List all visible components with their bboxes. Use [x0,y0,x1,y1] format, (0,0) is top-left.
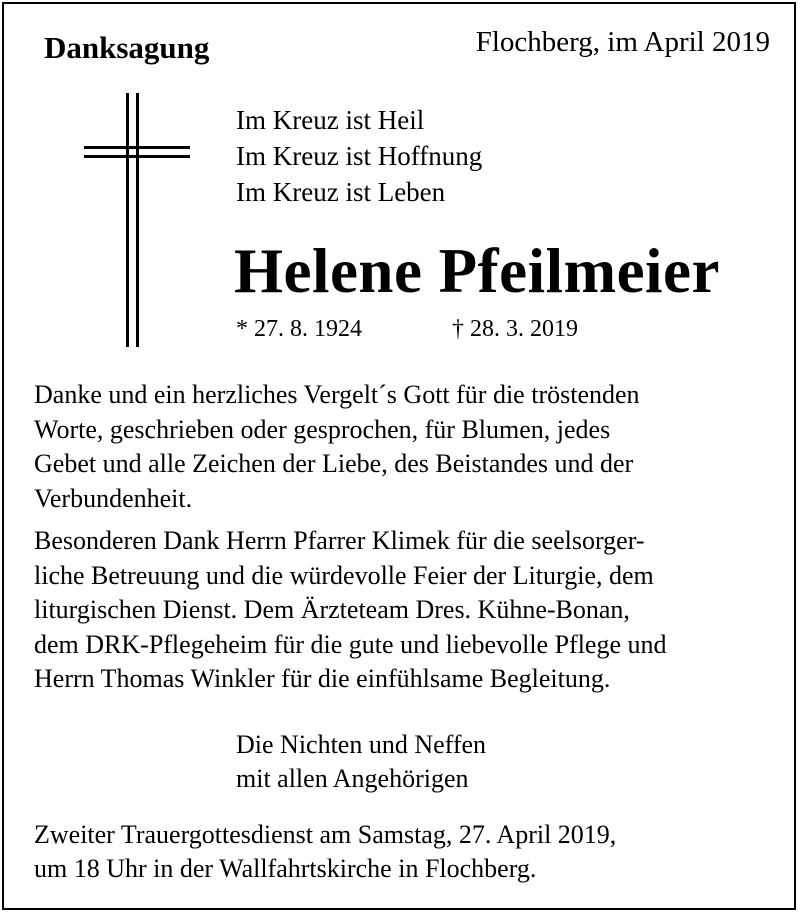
deceased-name: Helene Pfeilmeier [234,236,720,306]
verse-line: Im Kreuz ist Hoffnung [236,141,483,171]
service-line: um 18 Uhr in der Wallfahrtskirche in Flochberg. [34,854,537,883]
birth-date: * 27. 8. 1924 [236,316,362,342]
signature-line: Die Nichten und Neffen [236,730,487,759]
thanks-paragraph: Danke und ein herzliches Vergelt´s Gott für die tröstenden Worte, geschrieben oder gesprochen, für Blumen, jedes Gebet und alle Zeichen der Liebe, des Beistandes und der Verbundenheit. [34,380,640,513]
service-line: Zweiter Trauergottesdienst am Samstag, 27. April 2019, [34,820,617,849]
place-date: Flochberg, im April 2019 [475,26,770,58]
notice-heading: Danksagung [44,30,210,65]
verse [236,102,482,210]
death-date: † 28. 3. 2019 [452,316,578,342]
verse-line: Im Kreuz ist Leben [236,177,446,207]
signature-line: mit allen Angehörigen [236,764,469,793]
verse-line: Im Kreuz ist Heil [236,105,425,135]
cross-icon [84,93,190,349]
signature [236,728,486,796]
special-thanks-paragraph: Besonderen Dank Herrn Pfarrer Klimek für die seelsorger- liche Betreuung und die würdevolle Feier der Liturgie, dem liturgischen Dienst. Dem Ärzteteam Dres. Kühne-Bonan, dem DRK-Pflegeheim für die gute und liebevolle Pflege und Herrn Thomas Winkler für die einfühlsame Begleitung. [34,526,667,693]
service-announcement [34,818,616,886]
